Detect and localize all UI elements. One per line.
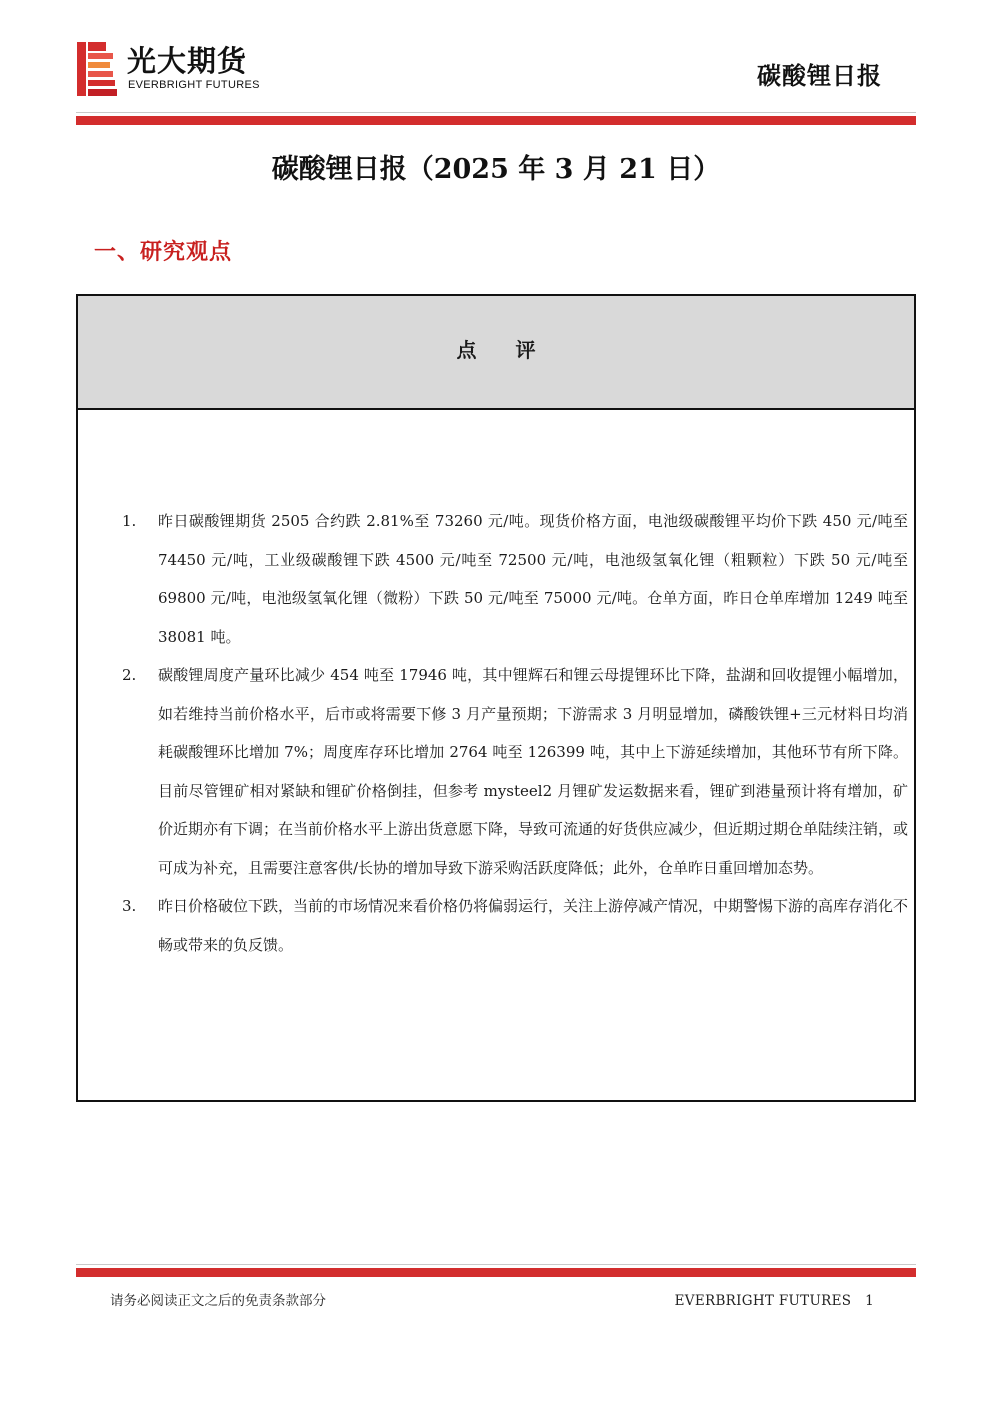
- list-item-text: 昨日价格破位下跌，当前的市场情况来看价格仍将偏弱运行，关注上游停减产情况，中期警惕下游的高库存消化不畅或带来的负反馈。: [158, 897, 909, 954]
- list-item: [78, 656, 914, 887]
- report-type-label: 碳酸锂日报: [757, 61, 882, 90]
- list-item-number: 3.: [122, 897, 137, 915]
- list-item-text: 碳酸锂周度产量环比减少 454 吨至 17946 吨，其中锂辉石和锂云母提锂环比下降，盐湖和回收提锂小幅增加，如若维持当前价格水平，后市或将需要下修 3 月产量预期；下游需求 3 月明显增加，磷酸铁锂+三元材料日均消耗碳酸锂环比增加 7%；周度库存环比增加 2764 吨至 126399 吨，其中上下游延续增加，其他环节有所下降。目前尽管锂矿相对紧缺和锂矿价格倒挂，但参考 mysteel2 月锂矿发运数据来看，锂矿到港量预计将有增加，矿价近期亦有下调；在当前价格水平上游出货意愿下降，导致可流通的好货供应减少，但近期过期仓单陆续注销，或可成为补充，且需要注意客供/长协的增加导致下游采购活跃度降低；此外，仓单昨日重回增加态势。: [158, 666, 909, 877]
- footer-company-page: [675, 1290, 874, 1312]
- footer-company: EVERBRIGHT FUTURES: [674, 1293, 852, 1309]
- list-item-number: 1.: [122, 512, 137, 530]
- list-item-text: 昨日碳酸锂期货 2505 合约跌 2.81%至 73260 元/吨。现货价格方面，电池级碳酸锂平均价下跌 450 元/吨至 74450 元/吨，工业级碳酸锂下跌 4500 元/吨至 72500 元/吨，电池级氢氧化锂（粗颗粒）下跌 50 元/吨至 69800 元/吨，电池级氢氧化锂（微粉）下跌 50 元/吨至 75000 元/吨。仓单方面，昨日仓单库增加 1249 吨至 38081 吨。: [158, 512, 908, 646]
- panel-header: [78, 296, 914, 410]
- everbright-logo-icon: [77, 42, 117, 96]
- section-title: 一、研究观点: [94, 239, 233, 265]
- panel-title: 点 评: [456, 338, 552, 362]
- list-item-number: 2.: [122, 666, 137, 684]
- header-divider-red: [76, 116, 916, 125]
- header-divider-thin: [76, 112, 916, 113]
- company-logo: [77, 42, 307, 98]
- commentary-panel: [76, 294, 916, 1102]
- footer-divider-red: [76, 1268, 916, 1277]
- page-number: 1: [865, 1293, 874, 1309]
- list-item: [78, 887, 914, 964]
- logo-english-name: EVERBRIGHT FUTURES: [128, 79, 260, 91]
- list-item: [78, 502, 914, 656]
- commentary-list: [78, 502, 914, 964]
- logo-chinese-name: 光大期货: [127, 44, 248, 78]
- footer-divider-thin: [76, 1264, 916, 1265]
- footer-disclaimer: 请务必阅读正文之后的免责条款部分: [110, 1293, 326, 1309]
- document-title: 碳酸锂日报（2025 年 3 月 21 日）: [271, 154, 721, 185]
